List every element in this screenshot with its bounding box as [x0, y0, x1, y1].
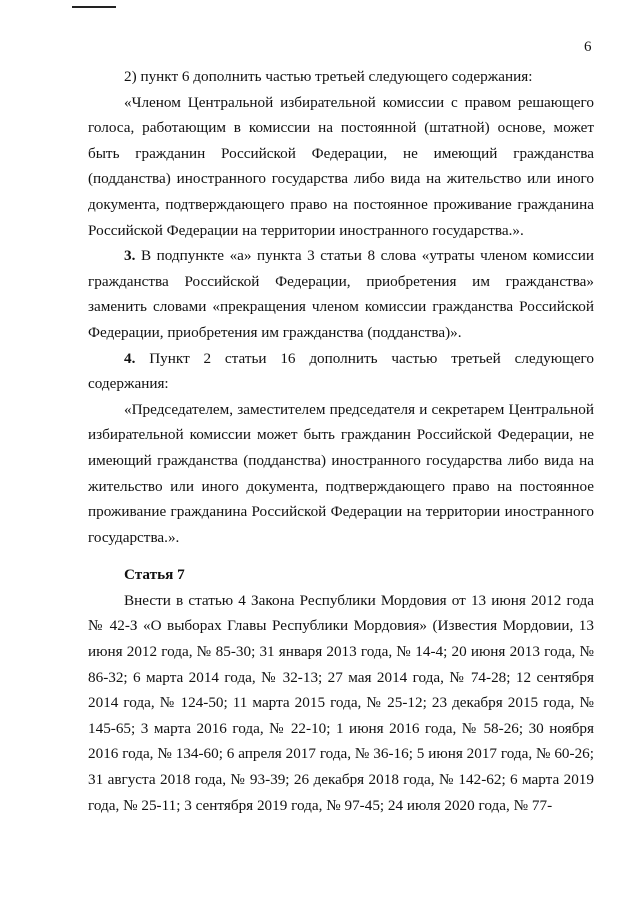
item-4-text: Пункт 2 статьи 16 дополнить частью третьей следующего содержания:	[88, 349, 595, 393]
paragraph-quote-member: «Членом Центральной избирательной комиссии с правом решающего голоса, работающим в комиссии на постоянной (штатной) основе, может быть гражданин Российской Федерации, не имеющий гражданства (подданства) иностранного государства либо вида на жительство или иного документа, подтверждающего право на постоянное проживание гражданина Российской Федерации на территории иностранного государства.».	[88, 93, 594, 239]
paragraph-article-7: Внести в статью 4 Закона Республики Мордовия от 13 июня 2012 года № 42-З «О выборах Главы Республики Мордовия» (Известия Мордовии, 13 июня 2012 года, № 85-30; 31 января 2013 года, № 14-4; 20 июня 2013 года, № 86-32; 6 марта 2014 года, № 32-13; 27 мая 2014 года, № 74-28; 12 сентября 2014 года, № 124-50; 11 марта 2015 года, № 25-12; 23 декабря 2015 года, № 145-65; 3 марта 2016 года, № 22-10; 1 июня 2016 года, № 58-26; 30 ноября 2016 года, № 134-60; 6 апреля 2017 года, № 36-16; 5 июня 2017 года, № 60-26; 31 августа 2018 года, № 93-39; 26 декабря 2018 года, № 142-62; 6 марта 2019 года, № 25-11; 3 сентября 2019 года, № 97-45; 24 июля 2020 года, № 77-	[88, 591, 594, 814]
paragraph-item-2: 2) пункт 6 дополнить частью третьей следующего содержания:	[124, 68, 533, 85]
item-number-3: 3.	[124, 247, 136, 265]
body-text	[88, 64, 594, 818]
paragraph-quote-chairman: «Председателем, заместителем председателя и секретарем Центральной избирательной комиссии может быть гражданин Российской Федерации, не имеющий гражданства (подданства) иностранного государства либо вида на жительство или иного документа, подтверждающего право на постоянное проживание гражданина Российской Федерации на территории иностранного государства.».	[88, 400, 594, 546]
top-rule	[72, 6, 116, 8]
page-number: 6	[584, 39, 592, 55]
paragraph-item-3	[88, 243, 594, 345]
article-heading: Статья 7	[124, 566, 185, 584]
item-number-4: 4.	[124, 349, 136, 367]
paragraph-item-4	[88, 346, 594, 397]
item-3-text: В подпункте «а» пункта 3 статьи 8 слова «утраты членом комиссии гражданства Российской Федерации, приобретения им гражданства» заменить словами «прекращения членом комиссии гражданства Российской Федерации, приобретения им гражданства (подданства)».	[88, 247, 594, 341]
